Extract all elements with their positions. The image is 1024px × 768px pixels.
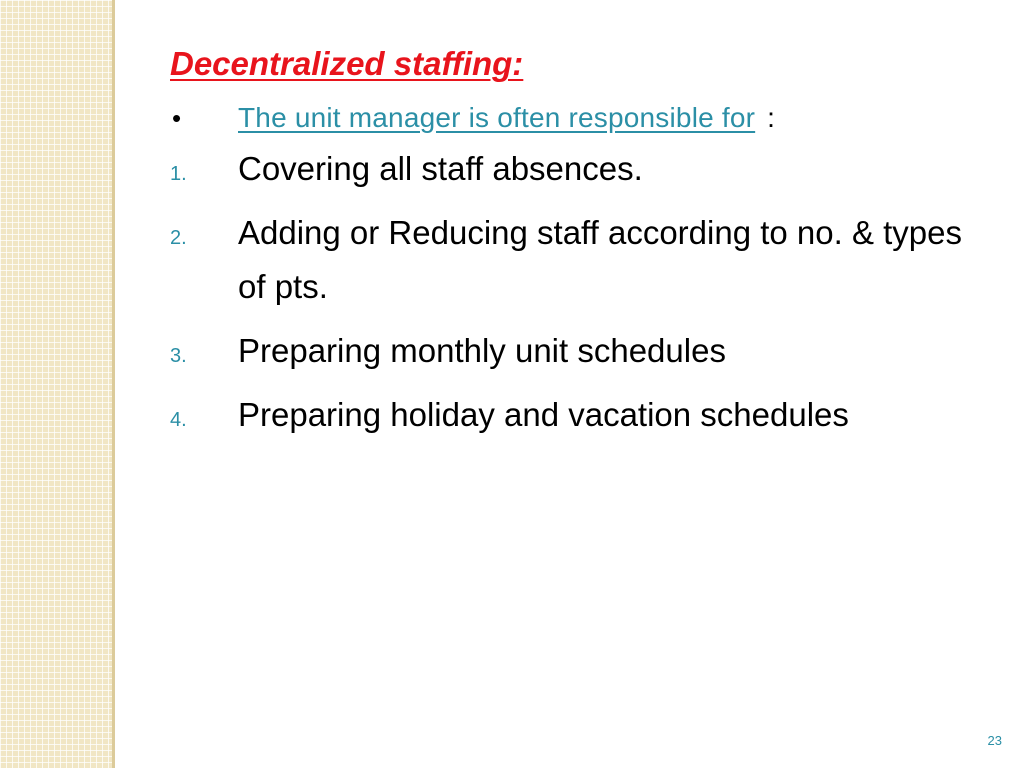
list-item-text: Covering all staff absences. bbox=[238, 150, 643, 187]
bullet-colon: : bbox=[767, 102, 775, 133]
side-band-edge bbox=[112, 0, 115, 768]
list-item-text: Preparing monthly unit schedules bbox=[238, 332, 726, 369]
responsibility-list bbox=[170, 142, 990, 442]
page-number: 23 bbox=[987, 733, 1002, 748]
list-item-text: Adding or Reducing staff according to no. & types of pts. bbox=[238, 214, 963, 305]
slide-content bbox=[170, 42, 990, 452]
list-item-text: Preparing holiday and vacation schedules bbox=[238, 396, 849, 433]
list-item bbox=[170, 388, 990, 442]
list-item-number: 1. bbox=[170, 163, 187, 185]
bullet-icon: • bbox=[172, 103, 182, 133]
list-item-number: 2. bbox=[170, 227, 187, 249]
list-item-number: 3. bbox=[170, 345, 187, 367]
slide-title: Decentralized staffing: bbox=[170, 45, 524, 82]
list-item bbox=[170, 142, 990, 196]
decorative-side-band bbox=[0, 0, 112, 768]
bullet-link-text[interactable]: The unit manager is often responsible for bbox=[238, 102, 756, 133]
bullet-intro bbox=[170, 102, 990, 134]
list-item bbox=[170, 206, 990, 314]
list-item-number: 4. bbox=[170, 409, 187, 431]
list-item bbox=[170, 324, 990, 378]
